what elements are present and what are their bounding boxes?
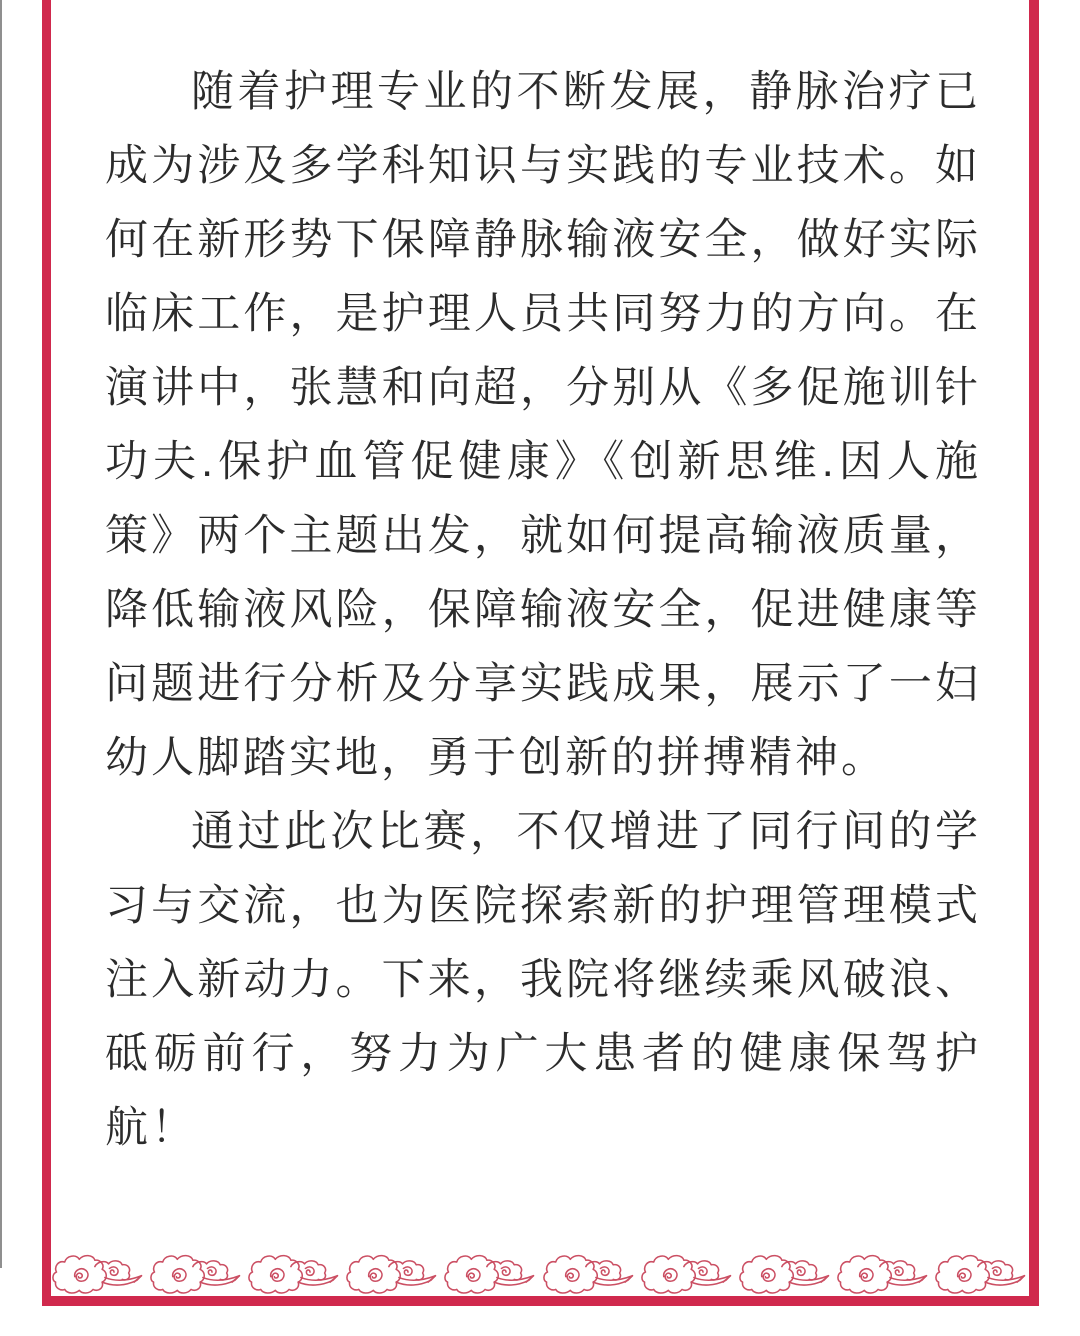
- cloud-icon: [935, 1252, 1028, 1294]
- cloud-icon: [150, 1252, 243, 1294]
- cloud-icon: [641, 1252, 734, 1294]
- frame-left-bar: [42, 0, 51, 1306]
- cloud-icon: [444, 1252, 537, 1294]
- screen-edge-line: [0, 0, 2, 1268]
- cloud-icon: [837, 1252, 930, 1294]
- paragraph-2: 通过此次比赛，不仅增进了同行间的学习与交流，也为医院探索新的护理管理模式注入新动力。下来，我院将继续乘风破浪、砥砺前行，努力为广大患者的健康保驾护航！: [105, 808, 981, 1152]
- frame-right-bar: [1029, 0, 1039, 1306]
- cloud-border: [52, 1252, 1028, 1294]
- cloud-icon: [739, 1252, 832, 1294]
- frame-bottom-bar: [42, 1296, 1039, 1306]
- cloud-icon: [543, 1252, 636, 1294]
- cloud-icon: [248, 1252, 341, 1294]
- cloud-icon: [52, 1252, 145, 1294]
- cloud-icon: [346, 1252, 439, 1294]
- article-body: [105, 55, 981, 1165]
- paragraph-1: 随着护理专业的不断发展，静脉治疗已成为涉及多学科知识与实践的专业技术。如何在新形势下保障静脉输液安全，做好实际临床工作，是护理人员共同努力的方向。在演讲中，张慧和向超，分别从《多促施训针功夫.保护血管促健康》《创新思维.因人施策》两个主题出发，就如何提高输液质量，降低输液风险，保障输液安全，促进健康等问题进行分析及分享实践成果，展示了一妇幼人脚踏实地，勇于创新的拼搏精神。: [105, 68, 981, 782]
